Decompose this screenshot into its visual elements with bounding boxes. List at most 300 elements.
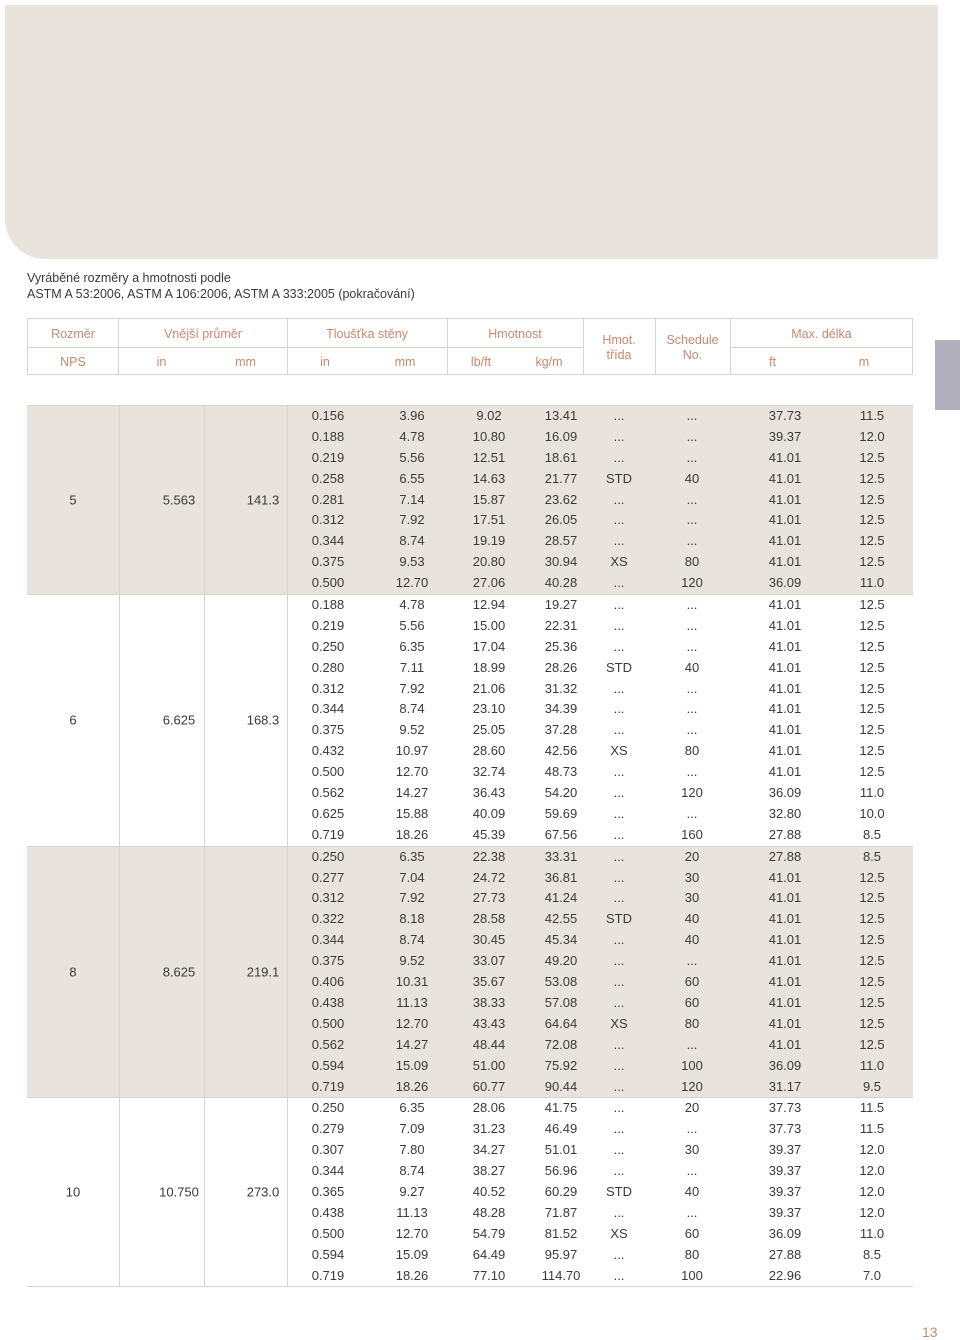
- cell-wall-in: 0.500: [311, 1015, 345, 1031]
- cell-weight-class: ...: [613, 994, 625, 1010]
- group-od-mm: 273.0: [246, 1184, 280, 1200]
- cell-wall-mm: 14.27: [395, 1036, 429, 1052]
- cell-max-length-m: 12.5: [859, 659, 885, 675]
- group-nps: 8: [69, 964, 77, 980]
- cell-weight-kgm: 19.27: [544, 597, 578, 613]
- cell-schedule-no: ...: [686, 617, 698, 633]
- cell-max-length-m: 12.5: [859, 932, 885, 948]
- cell-max-length-ft: 41.01: [768, 533, 802, 549]
- cell-max-length-ft: 32.80: [768, 805, 802, 821]
- cell-schedule-no: ...: [686, 408, 698, 423]
- cell-weight-lbft: 38.27: [472, 1163, 506, 1179]
- cell-wall-in: 0.279: [311, 1121, 345, 1137]
- cell-weight-class: ...: [613, 1036, 625, 1052]
- cell-weight-lbft: 60.77: [472, 1078, 506, 1094]
- header-m: m: [858, 355, 870, 369]
- cell-wall-in: 0.562: [311, 1036, 345, 1052]
- cell-schedule-no: 60: [684, 994, 700, 1010]
- cell-weight-class: ...: [613, 1121, 625, 1137]
- cell-wall-mm: 6.35: [399, 848, 425, 864]
- cell-weight-lbft: 40.09: [472, 805, 506, 821]
- cell-weight-class: ...: [613, 1057, 625, 1073]
- cell-weight-kgm: 45.34: [544, 932, 578, 948]
- cell-wall-mm: 4.78: [399, 428, 425, 444]
- cell-max-length-ft: 36.09: [768, 1225, 802, 1241]
- cell-wall-in: 0.438: [311, 994, 345, 1010]
- table-row: [27, 909, 913, 930]
- cell-weight-lbft: 23.10: [472, 701, 506, 717]
- cell-schedule-no: ...: [686, 764, 698, 780]
- cell-wall-in: 0.188: [311, 428, 345, 444]
- cell-weight-kgm: 30.94: [544, 554, 578, 570]
- cell-wall-mm: 9.52: [399, 722, 425, 738]
- table-row: [27, 1182, 913, 1203]
- table-row: [27, 1119, 913, 1140]
- cell-wall-mm: 7.92: [399, 512, 425, 528]
- cell-wall-in: 0.500: [311, 1225, 345, 1241]
- cell-schedule-no: 40: [684, 470, 700, 486]
- cell-wall-mm: 6.35: [399, 638, 425, 654]
- table-row: [27, 1098, 913, 1119]
- table-row: [27, 783, 913, 804]
- table-row: [27, 762, 913, 783]
- cell-weight-lbft: 19.19: [472, 533, 506, 549]
- table-row: [27, 741, 913, 762]
- cell-max-length-m: 12.5: [859, 1015, 885, 1031]
- cell-weight-class: ...: [613, 826, 625, 842]
- cell-max-length-m: 10.0: [859, 805, 885, 821]
- cell-wall-in: 0.307: [311, 1142, 345, 1158]
- cell-wall-in: 0.406: [311, 974, 345, 990]
- cell-weight-kgm: 90.44: [544, 1078, 578, 1094]
- cell-weight-lbft: 20.80: [472, 554, 506, 570]
- cell-schedule-no: 80: [684, 743, 700, 759]
- table-row: [27, 930, 913, 951]
- cell-wall-in: 0.562: [311, 785, 345, 801]
- table-row: [27, 1203, 913, 1224]
- cell-wall-in: 0.250: [311, 638, 345, 654]
- table-row: [27, 1266, 913, 1287]
- cell-max-length-ft: 41.01: [768, 743, 802, 759]
- cell-weight-class: ...: [613, 764, 625, 780]
- cell-max-length-m: 9.5: [862, 1078, 882, 1094]
- cell-weight-class: ...: [613, 785, 625, 801]
- cell-weight-kgm: 114.70: [541, 1267, 581, 1283]
- cell-max-length-m: 7.0: [862, 1267, 882, 1283]
- cell-weight-lbft: 22.38: [472, 848, 506, 864]
- cell-wall-in: 0.375: [311, 554, 345, 570]
- cell-wall-in: 0.312: [311, 680, 345, 696]
- cell-schedule-no: 20: [684, 848, 700, 864]
- cell-weight-kgm: 41.75: [544, 1100, 578, 1116]
- table-group-nps-6: [27, 594, 913, 846]
- cell-wall-in: 0.280: [311, 659, 345, 675]
- cell-weight-kgm: 34.39: [544, 701, 578, 717]
- cell-weight-kgm: 49.20: [544, 953, 578, 969]
- cell-weight-lbft: 17.51: [472, 512, 506, 528]
- cell-max-length-m: 12.5: [859, 554, 885, 570]
- cell-wall-in: 0.344: [311, 533, 345, 549]
- cell-wall-in: 0.250: [311, 848, 345, 864]
- cell-weight-lbft: 27.06: [472, 575, 506, 591]
- cell-weight-lbft: 28.60: [472, 743, 506, 759]
- cell-max-length-ft: 41.01: [768, 470, 802, 486]
- table-row: [27, 699, 913, 720]
- cell-weight-kgm: 25.36: [544, 638, 578, 654]
- cell-weight-lbft: 28.06: [472, 1100, 506, 1116]
- cell-max-length-m: 12.5: [859, 617, 885, 633]
- cell-max-length-m: 12.5: [859, 743, 885, 759]
- cell-weight-lbft: 17.04: [472, 638, 506, 654]
- cell-weight-kgm: 51.01: [544, 1142, 578, 1158]
- cell-weight-kgm: 40.28: [544, 575, 578, 591]
- cell-max-length-m: 12.5: [859, 680, 885, 696]
- header-max-delka: Max. délka: [791, 327, 852, 341]
- cell-schedule-no: 60: [684, 1225, 700, 1241]
- header-rozmer: Rozměr: [51, 327, 95, 341]
- cell-wall-mm: 10.97: [395, 743, 429, 759]
- table-title: [27, 270, 415, 302]
- cell-max-length-m: 12.5: [859, 890, 885, 906]
- cell-max-length-m: 11.0: [859, 1225, 885, 1241]
- cell-max-length-ft: 36.09: [768, 785, 802, 801]
- table-row: [27, 1077, 913, 1098]
- cell-schedule-no: ...: [686, 449, 698, 465]
- cell-max-length-m: 12.0: [859, 1183, 885, 1199]
- title-line-1: Vyráběné rozměry a hmotnosti podle: [27, 271, 231, 285]
- cell-max-length-ft: 41.01: [768, 1015, 802, 1031]
- cell-schedule-no: 40: [684, 659, 700, 675]
- cell-weight-kgm: 13.41: [544, 408, 578, 423]
- cell-weight-class: ...: [613, 1163, 625, 1179]
- table-row: [27, 637, 913, 658]
- cell-schedule-no: 80: [684, 554, 700, 570]
- cell-schedule-no: ...: [686, 701, 698, 717]
- cell-weight-class: XS: [610, 554, 628, 570]
- cell-weight-kgm: 59.69: [544, 805, 578, 821]
- header-hmot-trida-1: Hmot.: [602, 333, 636, 347]
- cell-max-length-m: 12.5: [859, 869, 885, 885]
- cell-schedule-no: 100: [681, 1057, 703, 1073]
- cell-max-length-ft: 41.01: [768, 554, 802, 570]
- cell-weight-class: ...: [613, 1100, 625, 1116]
- cell-max-length-m: 12.5: [859, 533, 885, 549]
- cell-weight-lbft: 28.58: [472, 911, 506, 927]
- header-od-in: in: [156, 355, 167, 369]
- cell-max-length-ft: 41.01: [768, 890, 802, 906]
- cell-wall-mm: 7.09: [399, 1121, 425, 1137]
- cell-weight-class: ...: [613, 722, 625, 738]
- cell-max-length-ft: 41.01: [768, 449, 802, 465]
- cell-wall-mm: 7.92: [399, 890, 425, 906]
- cell-max-length-ft: 27.88: [768, 848, 802, 864]
- cell-weight-class: XS: [610, 1225, 628, 1241]
- cell-weight-lbft: 9.02: [476, 408, 502, 423]
- cell-weight-kgm: 33.31: [544, 848, 578, 864]
- cell-weight-kgm: 72.08: [544, 1036, 578, 1052]
- cell-max-length-ft: 41.01: [768, 953, 802, 969]
- cell-weight-lbft: 54.79: [472, 1225, 506, 1241]
- cell-wall-mm: 12.70: [395, 1015, 429, 1031]
- cell-weight-kgm: 56.96: [544, 1163, 578, 1179]
- cell-schedule-no: ...: [686, 1036, 698, 1052]
- table-row: [27, 679, 913, 700]
- cell-max-length-m: 12.5: [859, 1036, 885, 1052]
- cell-max-length-ft: 39.37: [768, 428, 802, 444]
- cell-wall-in: 0.365: [311, 1183, 345, 1199]
- header-ft: ft: [769, 355, 776, 369]
- cell-max-length-m: 12.5: [859, 470, 885, 486]
- cell-schedule-no: 120: [681, 1078, 703, 1094]
- cell-max-length-ft: 41.01: [768, 512, 802, 528]
- cell-weight-lbft: 25.05: [472, 722, 506, 738]
- cell-wall-mm: 18.26: [395, 826, 429, 842]
- group-od-mm: 219.1: [246, 964, 280, 980]
- cell-max-length-m: 12.5: [859, 449, 885, 465]
- cell-wall-mm: 8.74: [399, 1163, 425, 1179]
- cell-max-length-ft: 41.01: [768, 764, 802, 780]
- cell-max-length-ft: 41.01: [768, 869, 802, 885]
- cell-max-length-ft: 41.01: [768, 491, 802, 507]
- cell-max-length-m: 12.5: [859, 491, 885, 507]
- cell-wall-in: 0.625: [311, 805, 345, 821]
- cell-wall-mm: 8.74: [399, 932, 425, 948]
- cell-max-length-ft: 41.01: [768, 994, 802, 1010]
- cell-schedule-no: ...: [686, 1204, 698, 1220]
- cell-weight-class: STD: [606, 1183, 632, 1199]
- cell-weight-kgm: 53.08: [544, 974, 578, 990]
- cell-max-length-m: 11.0: [859, 785, 885, 801]
- header-lbft: lb/ft: [470, 355, 492, 369]
- cell-weight-kgm: 42.56: [544, 743, 578, 759]
- header-mid-rule: [27, 347, 583, 348]
- cell-wall-in: 0.258: [311, 470, 345, 486]
- cell-weight-class: ...: [613, 491, 625, 507]
- cell-max-length-ft: 41.01: [768, 617, 802, 633]
- cell-weight-lbft: 10.80: [472, 428, 506, 444]
- cell-schedule-no: ...: [686, 722, 698, 738]
- group-od-in: 6.625: [162, 712, 196, 728]
- group-od-in: 8.625: [162, 964, 196, 980]
- table-row: [27, 427, 913, 448]
- cell-weight-lbft: 38.33: [472, 994, 506, 1010]
- cell-weight-class: ...: [613, 512, 625, 528]
- cell-wall-mm: 7.14: [399, 491, 425, 507]
- header-hmot-trida-2: třída: [606, 348, 632, 362]
- cell-schedule-no: 40: [684, 911, 700, 927]
- cell-weight-class: ...: [613, 428, 625, 444]
- cell-wall-mm: 12.70: [395, 1225, 429, 1241]
- cell-max-length-ft: 41.01: [768, 1036, 802, 1052]
- cell-schedule-no: 30: [684, 890, 700, 906]
- cell-wall-mm: 15.09: [395, 1057, 429, 1073]
- cell-weight-lbft: 33.07: [472, 953, 506, 969]
- cell-wall-mm: 14.27: [395, 785, 429, 801]
- table-group-nps-8: [27, 846, 913, 1098]
- cell-weight-kgm: 60.29: [544, 1183, 578, 1199]
- cell-wall-mm: 15.09: [395, 1246, 429, 1262]
- table-row: [27, 510, 913, 531]
- cell-wall-mm: 7.80: [399, 1142, 425, 1158]
- cell-max-length-ft: 41.01: [768, 659, 802, 675]
- cell-wall-mm: 8.18: [399, 911, 425, 927]
- cell-max-length-m: 12.0: [859, 428, 885, 444]
- table-header: [27, 318, 913, 375]
- cell-weight-kgm: 28.57: [544, 533, 578, 549]
- cell-weight-kgm: 48.73: [544, 764, 578, 780]
- header-schedule-1: Schedule: [666, 333, 719, 347]
- cell-max-length-m: 12.0: [859, 1142, 885, 1158]
- cell-wall-mm: 18.26: [395, 1267, 429, 1283]
- cell-wall-mm: 12.70: [395, 575, 429, 591]
- table-row: [27, 1224, 913, 1245]
- cell-weight-lbft: 43.43: [472, 1015, 506, 1031]
- cell-wall-in: 0.719: [311, 826, 345, 842]
- cell-wall-mm: 9.52: [399, 953, 425, 969]
- cell-wall-in: 0.594: [311, 1246, 345, 1262]
- cell-max-length-m: 12.5: [859, 953, 885, 969]
- group-nps: 5: [69, 492, 77, 508]
- cell-schedule-no: ...: [686, 638, 698, 654]
- cell-max-length-ft: 37.73: [768, 408, 802, 423]
- cell-max-length-m: 12.5: [859, 701, 885, 717]
- cell-weight-class: ...: [613, 953, 625, 969]
- cell-wall-in: 0.432: [311, 743, 345, 759]
- cell-weight-lbft: 27.73: [472, 890, 506, 906]
- cell-wall-mm: 9.53: [399, 554, 425, 570]
- cell-max-length-m: 12.5: [859, 994, 885, 1010]
- cell-weight-kgm: 42.55: [544, 911, 578, 927]
- cell-max-length-m: 11.5: [859, 1100, 885, 1116]
- cell-weight-lbft: 64.49: [472, 1246, 506, 1262]
- cell-weight-class: ...: [613, 1204, 625, 1220]
- cell-weight-class: ...: [613, 1246, 625, 1262]
- cell-wall-in: 0.322: [311, 911, 345, 927]
- group-nps: 6: [69, 712, 77, 728]
- table-row: [27, 1140, 913, 1161]
- cell-weight-kgm: 46.49: [544, 1121, 578, 1137]
- cell-wall-mm: 11.13: [396, 994, 428, 1010]
- cell-wall-in: 0.719: [311, 1078, 345, 1094]
- cell-max-length-m: 12.5: [859, 638, 885, 654]
- cell-weight-lbft: 34.27: [472, 1142, 506, 1158]
- cell-schedule-no: ...: [686, 597, 698, 613]
- cell-weight-lbft: 15.00: [472, 617, 506, 633]
- table-row: [27, 825, 913, 846]
- group-nps: 10: [65, 1184, 81, 1200]
- cell-max-length-m: 8.5: [862, 826, 882, 842]
- cell-max-length-ft: 37.73: [768, 1100, 802, 1116]
- header-vnejsi-prumer: Vnější průměr: [164, 327, 242, 341]
- cell-max-length-ft: 31.17: [768, 1078, 802, 1094]
- cell-max-length-ft: 27.88: [768, 826, 802, 842]
- group-od-mm: 168.3: [246, 712, 280, 728]
- cell-weight-kgm: 71.87: [544, 1204, 578, 1220]
- cell-wall-mm: 10.31: [395, 974, 429, 990]
- cell-wall-in: 0.312: [311, 512, 345, 528]
- cell-wall-in: 0.375: [311, 953, 345, 969]
- cell-schedule-no: 30: [684, 1142, 700, 1158]
- cell-max-length-ft: 36.09: [768, 1057, 802, 1073]
- cell-schedule-no: 120: [681, 785, 703, 801]
- cell-wall-in: 0.719: [311, 1267, 345, 1283]
- cell-schedule-no: 40: [684, 1183, 700, 1199]
- table-row: [27, 573, 913, 594]
- group-od-in: 10.750: [159, 1184, 199, 1200]
- cell-wall-in: 0.219: [311, 449, 345, 465]
- cell-wall-mm: 6.35: [399, 1100, 425, 1116]
- cell-wall-mm: 3.96: [399, 408, 425, 423]
- cell-weight-class: ...: [613, 869, 625, 885]
- cell-wall-mm: 7.04: [399, 869, 425, 885]
- table-row: [27, 804, 913, 825]
- cell-weight-lbft: 51.00: [472, 1057, 506, 1073]
- cell-weight-class: ...: [613, 848, 625, 864]
- cell-weight-class: STD: [606, 470, 632, 486]
- cell-weight-kgm: 18.61: [544, 449, 578, 465]
- cell-max-length-m: 11.0: [859, 1057, 885, 1073]
- cell-schedule-no: ...: [686, 512, 698, 528]
- cell-schedule-no: 100: [681, 1267, 703, 1283]
- table-group-nps-5: [27, 405, 913, 594]
- cell-weight-kgm: 41.24: [544, 890, 578, 906]
- cell-wall-mm: 12.70: [395, 764, 429, 780]
- cell-weight-kgm: 95.97: [544, 1246, 578, 1262]
- header-kgm: kg/m: [535, 355, 563, 369]
- pipe-dimensions-table: [27, 405, 913, 1287]
- header-nps: NPS: [60, 355, 86, 369]
- cell-weight-lbft: 18.99: [472, 659, 506, 675]
- cell-max-length-ft: 41.01: [768, 722, 802, 738]
- table-row: [27, 658, 913, 679]
- cell-max-length-ft: 39.37: [768, 1183, 802, 1199]
- top-image-panel: [5, 5, 938, 259]
- cell-weight-class: ...: [613, 1267, 625, 1283]
- cell-weight-lbft: 32.74: [472, 764, 506, 780]
- table-row: [27, 720, 913, 741]
- cell-weight-kgm: 21.77: [544, 470, 578, 486]
- cell-weight-lbft: 31.23: [472, 1121, 506, 1137]
- table-row: [27, 490, 913, 511]
- cell-weight-class: ...: [613, 449, 625, 465]
- cell-weight-lbft: 48.44: [472, 1036, 506, 1052]
- cell-wall-in: 0.312: [311, 890, 345, 906]
- cell-wall-in: 0.250: [311, 1100, 345, 1116]
- table-row: [27, 616, 913, 637]
- cell-weight-lbft: 14.63: [472, 470, 506, 486]
- cell-max-length-ft: 41.01: [768, 911, 802, 927]
- cell-weight-kgm: 64.64: [544, 1015, 578, 1031]
- cell-weight-kgm: 81.52: [544, 1225, 578, 1241]
- cell-max-length-m: 12.5: [859, 974, 885, 990]
- cell-weight-lbft: 77.10: [472, 1267, 506, 1283]
- cell-weight-class: ...: [613, 408, 625, 423]
- cell-weight-class: XS: [610, 1015, 628, 1031]
- cell-schedule-no: 160: [681, 826, 703, 842]
- header-mid-rule-right: [730, 347, 913, 348]
- cell-weight-class: ...: [613, 1078, 625, 1094]
- cell-wall-in: 0.219: [311, 617, 345, 633]
- cell-weight-kgm: 31.32: [544, 680, 578, 696]
- cell-wall-mm: 8.74: [399, 533, 425, 549]
- cell-weight-class: STD: [606, 659, 632, 675]
- cell-max-length-ft: 41.01: [768, 701, 802, 717]
- table-row: [27, 1245, 913, 1266]
- cell-weight-lbft: 15.87: [472, 491, 506, 507]
- side-tab-marker: [935, 340, 960, 410]
- table-row: [27, 951, 913, 972]
- cell-weight-class: ...: [613, 974, 625, 990]
